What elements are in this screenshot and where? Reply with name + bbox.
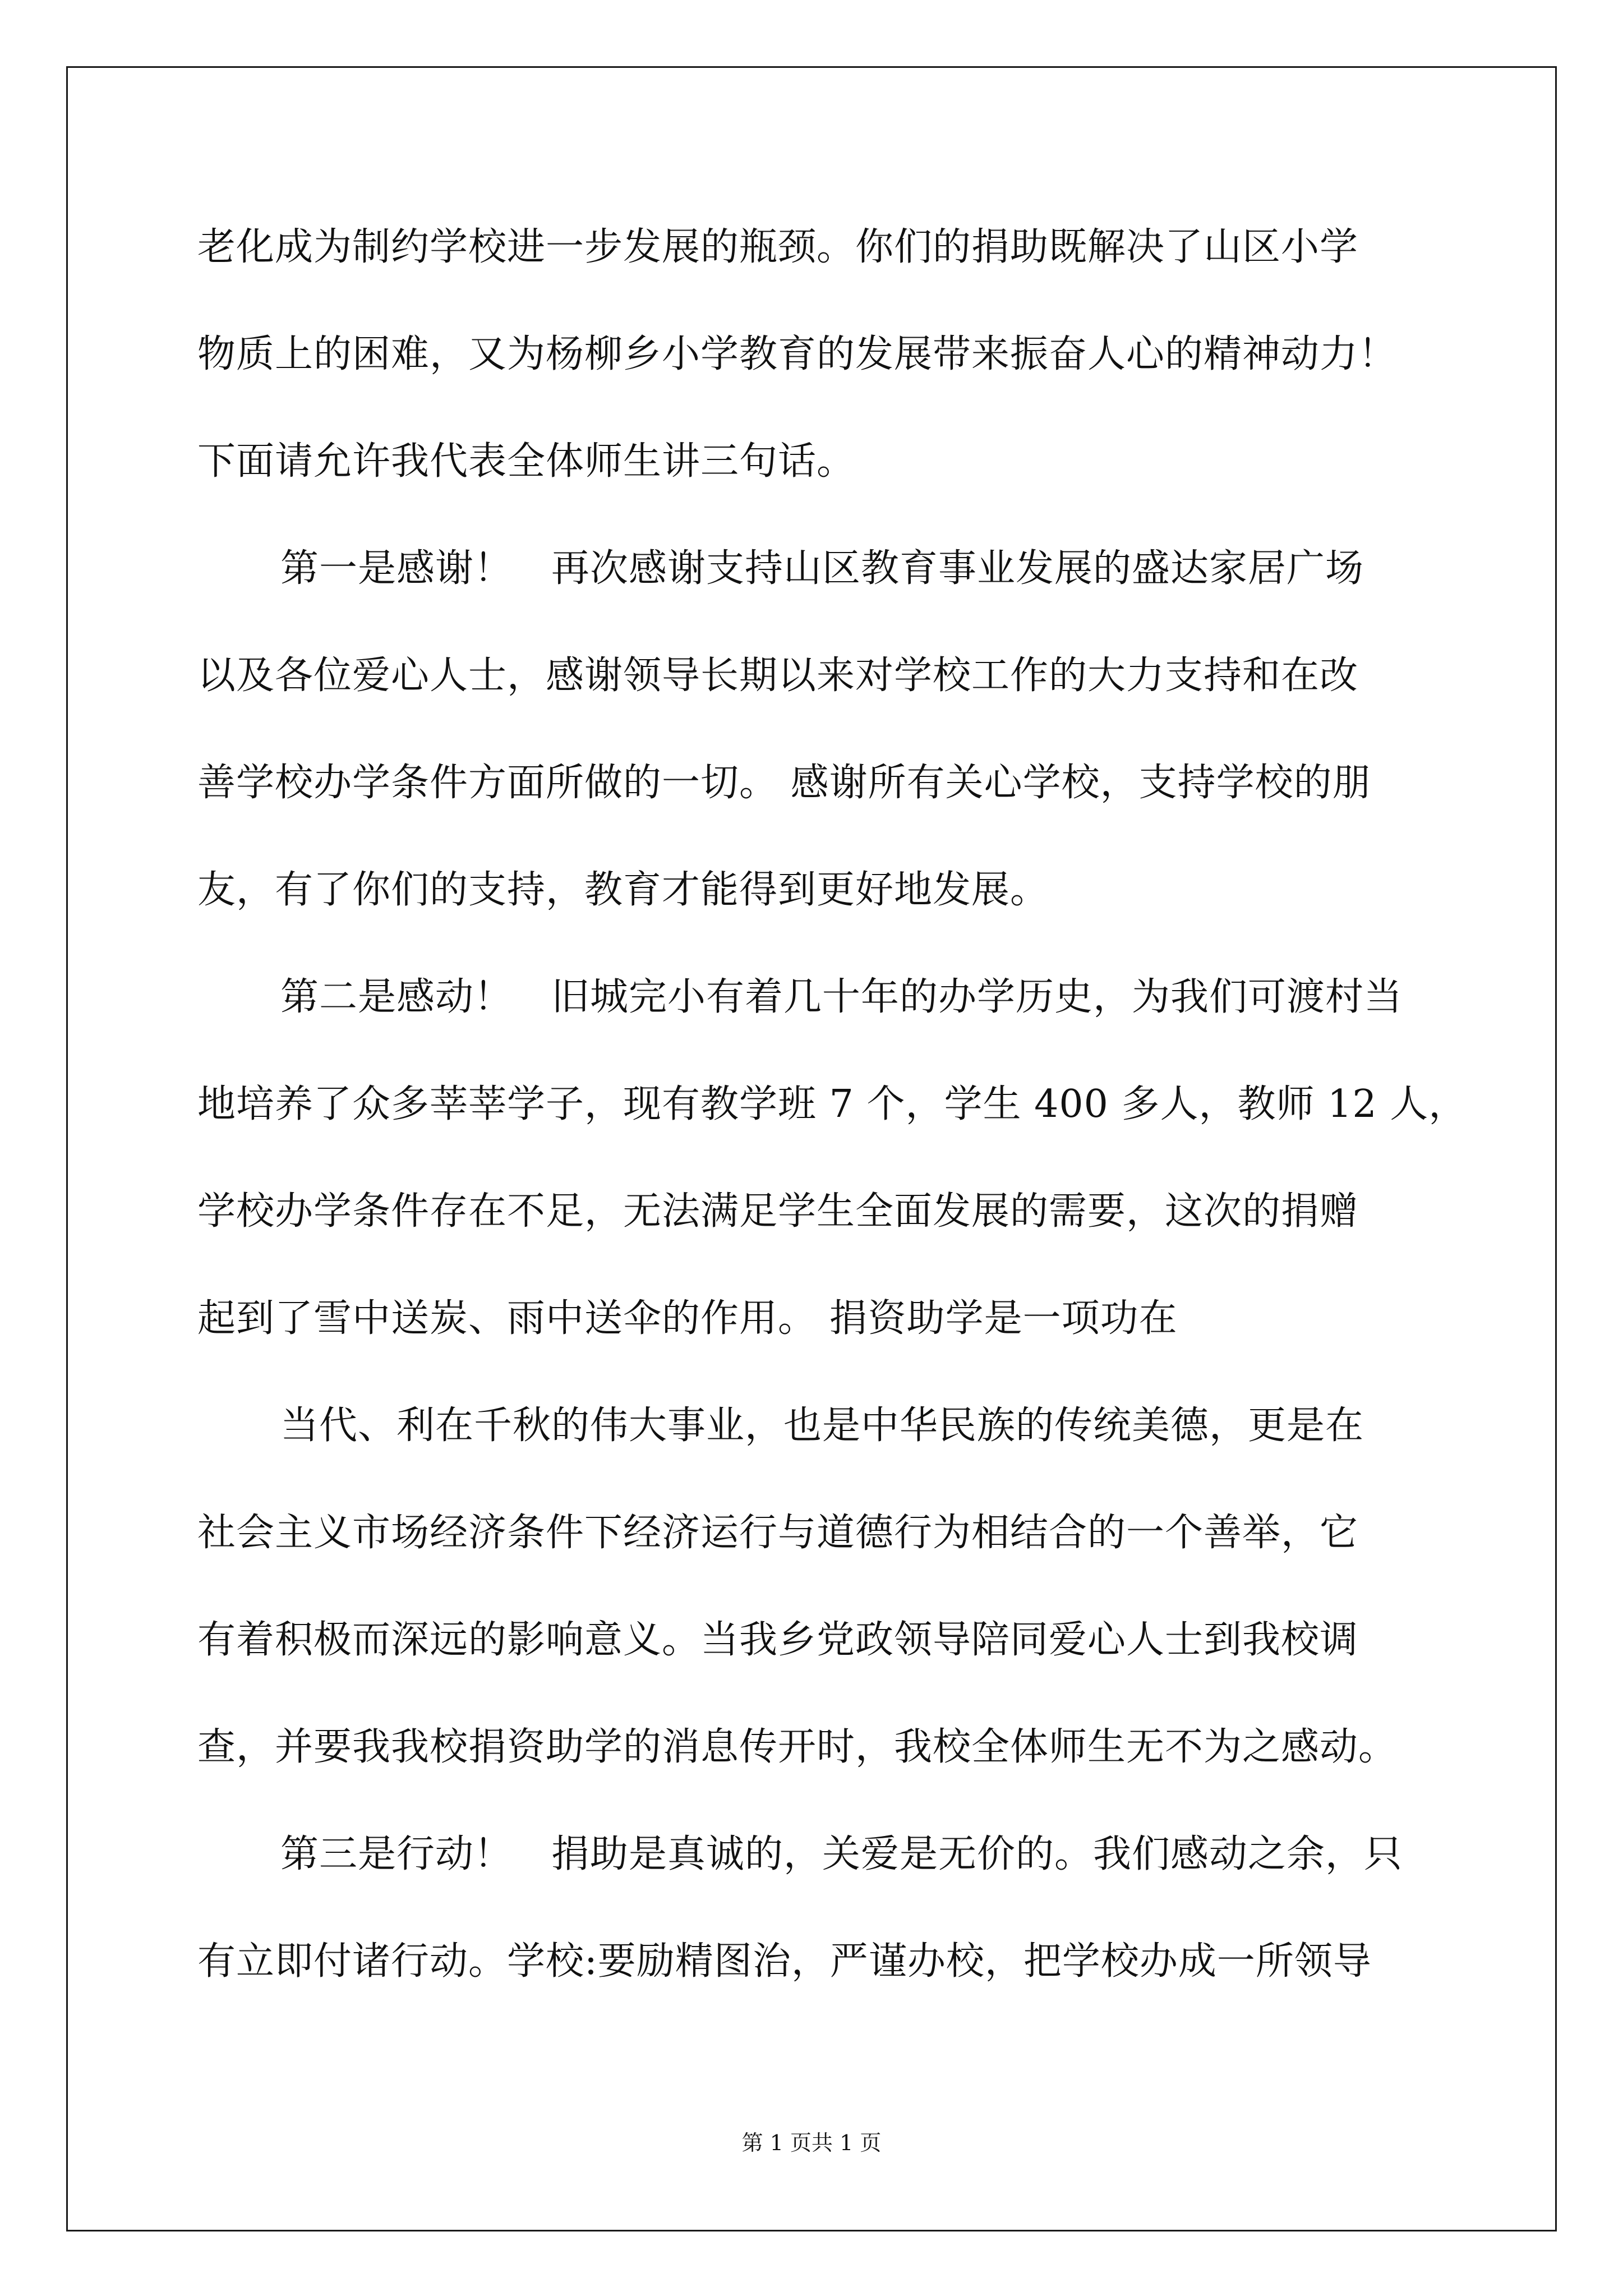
text-line: 善学校办学条件方面所做的一切。 感谢所有关心学校，支持学校的朋 bbox=[197, 761, 1371, 805]
text-line: 学校办学条件存在不足，无法满足学生全面发展的需要，这次的捐赠 bbox=[197, 1189, 1359, 1234]
text-line: 老化成为制约学校进一步发展的瓶颈。你们的捐助既解决了山区小学 bbox=[197, 225, 1359, 269]
paragraph-first-line: 第三是行动！ 捐助是真诚的，关爱是无价的。我们感动之余，只 bbox=[280, 1832, 1403, 1876]
text-line: 物质上的困难，又为杨柳乡小学教育的发展带来振奋人心的精神动力！ bbox=[197, 332, 1398, 376]
document-body bbox=[197, 211, 1468, 2032]
text-line: 以及各位爱心人士，感谢领导长期以来对学校工作的大力支持和在改 bbox=[197, 654, 1359, 698]
text-line: 友，有了你们的支持，教育才能得到更好地发展。 bbox=[197, 868, 1049, 912]
text-line: 社会主义市场经济条件下经济运行与道德行为相结合的一个善举，它 bbox=[197, 1511, 1359, 1555]
paragraph-first-line: 第一是感谢！ 再次感谢支持山区教育事业发展的盛达家居广场 bbox=[280, 546, 1364, 591]
text-line: 有着积极而深远的影响意义。当我乡党政领导陪同爱心人士到我校调 bbox=[197, 1618, 1359, 1662]
page-number: 第 1 页 bbox=[741, 2131, 811, 2155]
text-line: 起到了雪中送炭、雨中送伞的作用。 捐资助学是一项功在 bbox=[197, 1296, 1178, 1341]
text-line: 有立即付诸行动。学校:要励精图治，严谨办校，把学校办成一所领导 bbox=[197, 1939, 1372, 1984]
paragraph-first-line: 当代、利在千秋的伟大事业，也是中华民族的传统美德，更是在 bbox=[280, 1404, 1364, 1448]
page-footer bbox=[0, 2126, 1623, 2160]
text-line: 查，并要我我校捐资助学的消息传开时，我校全体师生无不为之感动。 bbox=[197, 1725, 1398, 1769]
page-total: 共 1 页 bbox=[811, 2131, 882, 2155]
text-line: 地培养了众多莘莘学子，现有教学班 7 个，学生 400 多人，教师 12 人， bbox=[197, 1082, 1468, 1126]
paragraph-first-line: 第二是感动！ 旧城完小有着几十年的办学历史，为我们可渡村当 bbox=[280, 975, 1403, 1019]
text-line: 下面请允许我代表全体师生讲三句话。 bbox=[197, 439, 856, 484]
